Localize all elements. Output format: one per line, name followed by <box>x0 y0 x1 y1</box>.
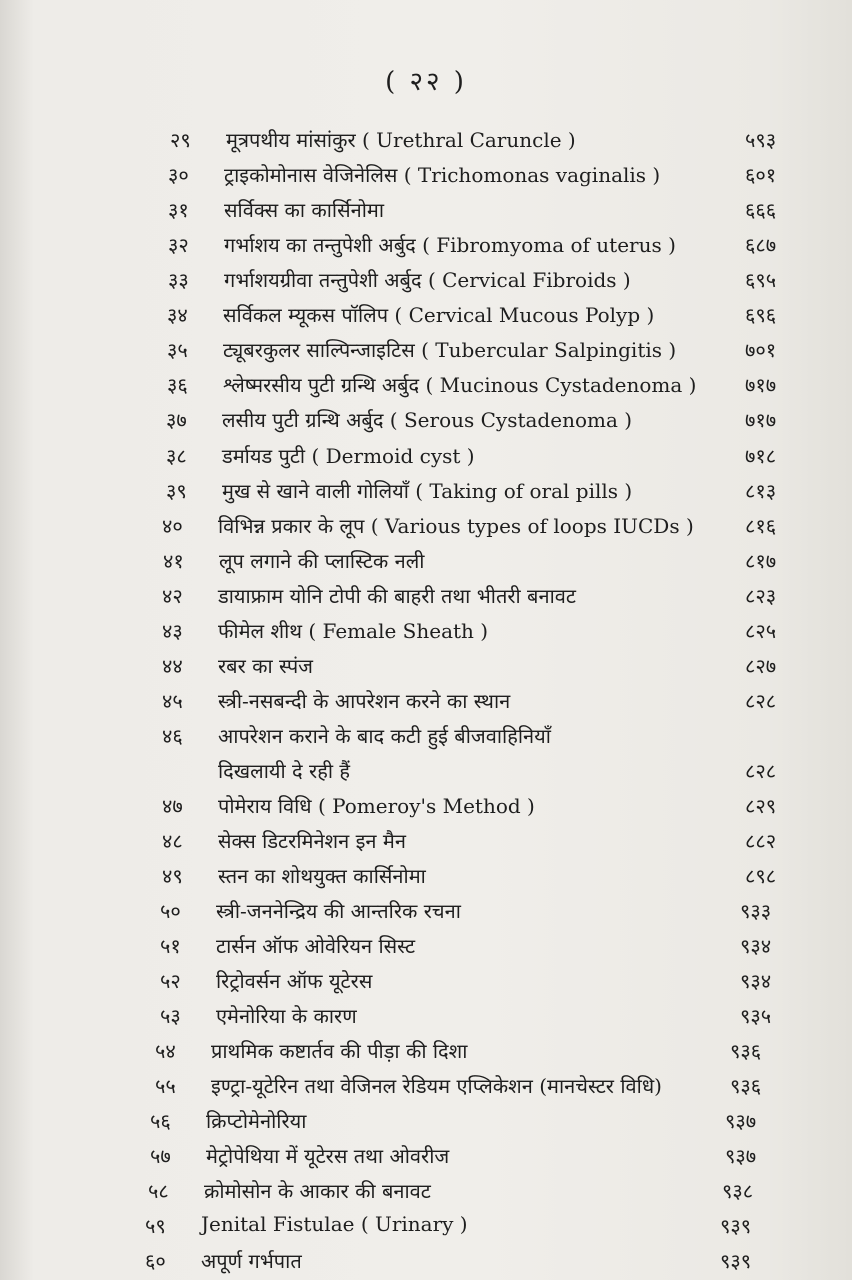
figure-number: ३५ <box>167 338 188 362</box>
page-ref: ८८२ <box>745 829 777 853</box>
figure-title: सर्विक्स का कार्सिनोमा <box>224 198 385 222</box>
figure-number: ४८ <box>162 829 183 853</box>
figure-number: ४१ <box>163 549 184 573</box>
figure-title: प्राथमिक कष्टार्तव की पीड़ा की दिशा <box>211 1039 468 1063</box>
page-ref: ६०१ <box>745 163 777 187</box>
figure-title: विभिन्न प्रकार के लूप ( Various types of loops IUCDs ) <box>218 514 694 538</box>
figure-number: ३१ <box>168 198 189 222</box>
figure-title: क्रिप्टोमेनोरिया <box>206 1109 307 1133</box>
figure-number: ५७ <box>150 1144 171 1168</box>
figure-title: डायाफ्राम योनि टोपी की बाहरी तथा भीतरी बनावट <box>218 584 576 608</box>
page-ref: ८२७ <box>745 654 777 678</box>
figure-title: डर्मायड पुटी ( Dermoid cyst ) <box>222 444 475 468</box>
page-ref: ७१८ <box>745 444 777 468</box>
figure-title: लसीय पुटी ग्रन्थि अर्बुद ( Serous Cystadenoma ) <box>222 408 633 432</box>
figure-title: इण्ट्रा-यूटेरिन तथा वेजिनल रेडियम एप्लिकेशन (मानचेस्टर विधि) <box>211 1074 662 1098</box>
figure-number: ५३ <box>160 1004 181 1028</box>
figure-title: रिट्रोवर्सन ऑफ यूटेरस <box>216 969 373 993</box>
figure-number: ५६ <box>150 1109 171 1133</box>
figure-number: ५२ <box>160 969 181 993</box>
figure-number: ४६ <box>162 724 183 748</box>
page-ref: ९३७ <box>725 1109 757 1133</box>
page-ref: ६८७ <box>745 233 777 257</box>
figure-title: क्रोमोसोन के आकार की बनावट <box>204 1179 431 1203</box>
figure-number: ६० <box>145 1249 166 1273</box>
figure-number: ४९ <box>162 864 183 888</box>
figure-number: ३७ <box>166 408 187 432</box>
figure-title: श्लेष्मरसीय पुटी ग्रन्थि अर्बुद ( Mucinous Cystadenoma ) <box>223 373 697 397</box>
page-ref: ८१३ <box>745 479 777 503</box>
figure-number: ४५ <box>162 689 183 713</box>
figure-title: स्त्री-नसबन्दी के आपरेशन करने का स्थान <box>218 689 511 713</box>
figure-title: सेक्स डिटरमिनेशन इन मैन <box>218 829 406 853</box>
page-ref: ७१७ <box>745 408 777 432</box>
figure-number: ५९ <box>145 1214 166 1238</box>
figure-number: ५४ <box>155 1039 176 1063</box>
figure-title: गर्भाशयग्रीवा तन्तुपेशी अर्बुद ( Cervical Fibroids ) <box>224 268 631 292</box>
figure-title: फीमेल शीथ ( Female Sheath ) <box>218 619 489 643</box>
page-ref: ८२८ <box>745 689 777 713</box>
page-ref: ९३८ <box>722 1179 754 1203</box>
figure-number: ३० <box>168 163 189 187</box>
page-ref: ७१७ <box>745 373 777 397</box>
page-ref: ९३६ <box>730 1039 762 1063</box>
page-ref: ९३७ <box>725 1144 757 1168</box>
figure-number: ४७ <box>162 794 183 818</box>
figure-number: ५५ <box>155 1074 176 1098</box>
figure-title: गर्भाशय का तन्तुपेशी अर्बुद ( Fibromyoma of uterus ) <box>224 233 676 257</box>
figure-title: लूप लगाने की प्लास्टिक नली <box>219 549 425 573</box>
figure-title: पोमेराय विधि ( Pomeroy's Method ) <box>218 794 535 818</box>
figure-number: ५८ <box>148 1179 169 1203</box>
figure-number: ४० <box>162 514 183 538</box>
figure-number: ३९ <box>166 479 187 503</box>
page-ref: ८२९ <box>745 794 777 818</box>
page-ref: ८२५ <box>745 619 777 643</box>
figure-title: स्तन का शोथयुक्त कार्सिनोमा <box>218 864 426 888</box>
page-ref: ५९३ <box>745 128 777 152</box>
figure-title: सर्विकल म्यूकस पॉलिप ( Cervical Mucous Polyp ) <box>223 303 655 327</box>
figure-title: अपूर्ण गर्भपात <box>201 1249 302 1273</box>
page-ref: ८९८ <box>745 864 777 888</box>
figure-title: आपरेशन कराने के बाद कटी हुई बीजवाहिनियाँ <box>218 724 551 748</box>
page-ref: ९३९ <box>720 1214 752 1238</box>
figure-number: ३२ <box>168 233 189 257</box>
page-number: ( २२ ) <box>385 67 467 97</box>
page-ref: ९३४ <box>740 934 772 958</box>
figure-number: ४३ <box>162 619 183 643</box>
page-ref: ८१७ <box>745 549 777 573</box>
figure-title: ट्राइकोमोनास वेजिनेलिस ( Trichomonas vaginalis ) <box>224 163 661 187</box>
figure-number: ५१ <box>160 934 181 958</box>
page-ref: ७०१ <box>745 338 777 362</box>
figure-title: टार्सन ऑफ ओवेरियन सिस्ट <box>216 934 416 958</box>
page-ref: ९३६ <box>730 1074 762 1098</box>
figure-title: मूत्रपथीय मांसांकुर ( Urethral Caruncle ) <box>226 128 576 152</box>
page-ref: ६९६ <box>745 303 777 327</box>
figure-title: मुख से खाने वाली गोलियाँ ( Taking of oral pills ) <box>222 479 633 503</box>
figure-title: Jenital Fistulae ( Urinary ) <box>201 1212 468 1236</box>
figure-title: दिखलायी दे रही हैं <box>218 759 350 783</box>
figure-number: ४२ <box>162 584 183 608</box>
page-ref: ९३३ <box>740 899 772 923</box>
figure-number: ४४ <box>162 654 183 678</box>
page-ref: ६६६ <box>745 198 777 222</box>
figure-title: स्त्री-जननेन्द्रिय की आन्तरिक रचना <box>216 899 461 923</box>
figure-title: एमेनोरिया के कारण <box>216 1004 357 1028</box>
figure-number: ३४ <box>167 303 188 327</box>
page-ref: ६९५ <box>745 268 777 292</box>
figure-number: ५० <box>160 899 181 923</box>
figure-number: ३३ <box>168 268 189 292</box>
page-ref: ९३५ <box>740 1004 772 1028</box>
page-ref: ८२३ <box>745 584 777 608</box>
figure-number: ३६ <box>167 373 188 397</box>
figure-title: रबर का स्पंज <box>218 654 314 678</box>
figure-number: ३८ <box>166 444 187 468</box>
figure-number: २९ <box>170 128 191 152</box>
page-ref: ८१६ <box>745 514 777 538</box>
figure-title: ट्यूबरकुलर साल्पिन्जाइटिस ( Tubercular Salpingitis ) <box>223 338 677 362</box>
page-ref: ९३४ <box>740 969 772 993</box>
page-ref: ८२८ <box>745 759 777 783</box>
figure-title: मेट्रोपेथिया में यूटेरस तथा ओवरीज <box>206 1144 450 1168</box>
page-ref: ९३९ <box>720 1249 752 1273</box>
